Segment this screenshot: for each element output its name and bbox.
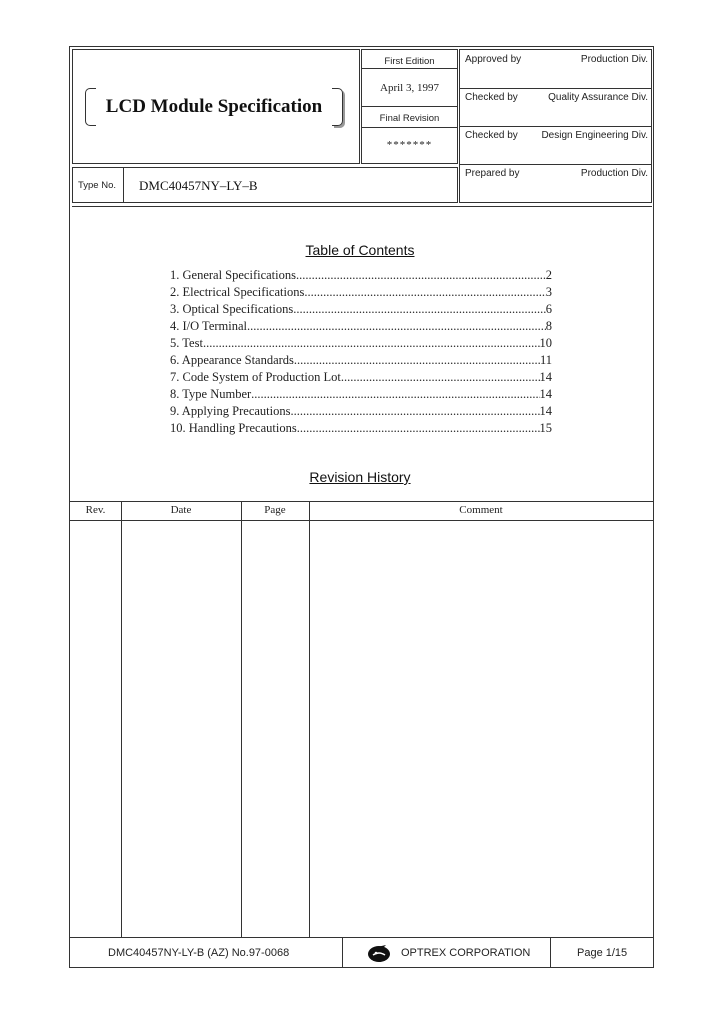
toc-item[interactable]: 9. Applying Precautions ..... 14	[170, 404, 552, 421]
type-number-value: DMC40457NY–LY–B	[139, 178, 258, 193]
toc-heading: Table of Contents	[305, 242, 415, 258]
revision-table-header-rule	[70, 520, 653, 521]
toc-item[interactable]: 8. Type Number ..... 14	[170, 387, 552, 404]
toc-list	[170, 268, 552, 438]
final-revision-value: *******	[386, 139, 433, 151]
toc-item[interactable]: 6. Appearance Standards ..... 11	[170, 353, 552, 370]
col-header-page: Page	[264, 504, 286, 516]
toc-item[interactable]: 10. Handling Precautions ..... 15	[170, 421, 552, 438]
approval-role: Checked by	[465, 130, 518, 141]
approval-row-prepared	[460, 164, 651, 202]
col-header-date: Date	[170, 504, 192, 516]
type-number-row	[72, 167, 458, 203]
first-edition-date: April 3, 1997	[380, 82, 439, 94]
footer-doc-id: DMC40457NY-LY-B (AZ) No.97-0068	[108, 947, 290, 959]
final-revision-label: Final Revision	[379, 113, 440, 124]
header-divider	[72, 206, 652, 207]
first-edition-label: First Edition	[384, 56, 435, 67]
revision-col-divider	[241, 501, 242, 937]
approval-dept: Production Div.	[580, 168, 648, 179]
revision-table-top	[70, 501, 653, 502]
approval-dept: Production Div.	[580, 54, 648, 65]
approval-role: Prepared by	[465, 168, 520, 179]
toc-item[interactable]: 3. Optical Specifications ..... 6	[170, 302, 552, 319]
approval-dept: Quality Assurance Div.	[548, 92, 648, 103]
title-box	[85, 88, 343, 126]
toc-item[interactable]: 1. General Specifications ..... 2	[170, 268, 552, 285]
type-label: Type No.	[78, 180, 117, 191]
approval-row-qa	[460, 88, 651, 126]
edition-column	[361, 49, 458, 164]
approval-column	[459, 49, 652, 203]
toc-item[interactable]: 4. I/O Terminal ..... 8	[170, 319, 552, 336]
approval-role: Approved by	[465, 54, 522, 65]
col-header-rev: Rev.	[85, 504, 106, 516]
toc-item[interactable]: 5. Test ..... 10	[170, 336, 552, 353]
approval-row-design	[460, 126, 651, 164]
revision-col-divider	[121, 501, 122, 937]
toc-item[interactable]: 2. Electrical Specifications ..... 3	[170, 285, 552, 302]
optrex-logo-icon	[366, 942, 392, 964]
revision-col-divider	[309, 501, 310, 937]
footer-company: OPTREX CORPORATION	[401, 947, 531, 959]
approval-row-approved	[460, 50, 651, 88]
document-title: LCD Module Specification	[105, 96, 323, 117]
col-header-comment: Comment	[459, 504, 503, 516]
approval-dept: Design Engineering Div.	[541, 130, 648, 141]
toc-item[interactable]: 7. Code System of Production Lot ..... 14	[170, 370, 552, 387]
revision-history-heading: Revision History	[309, 469, 411, 485]
footer	[69, 937, 654, 968]
footer-page-number: Page 1/15	[577, 947, 628, 959]
approval-role: Checked by	[465, 92, 518, 103]
